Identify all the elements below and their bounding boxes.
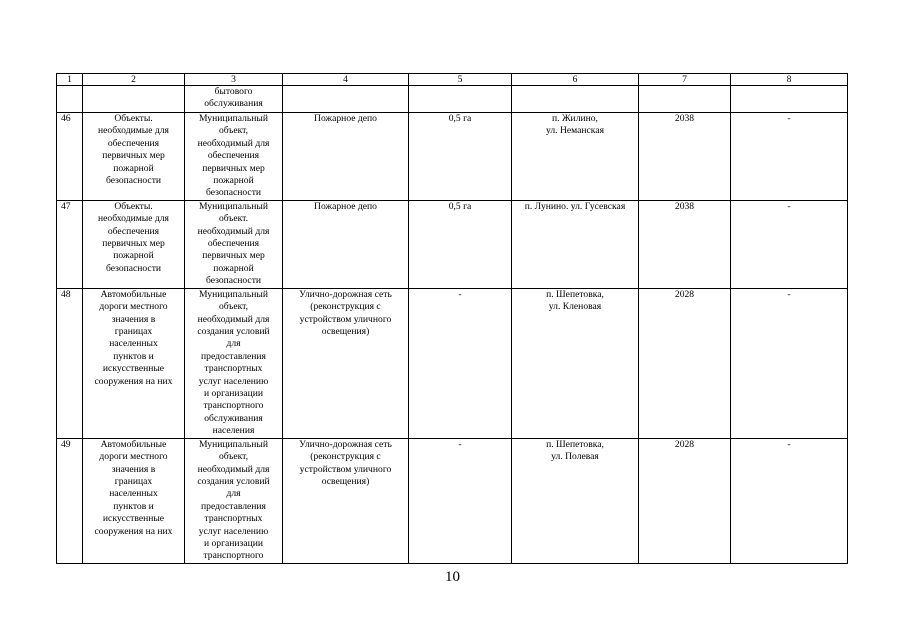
object-purpose: Улично-дорожная сеть (реконструкция с устройством уличного освещения) [283, 438, 409, 563]
object-note: - [731, 113, 848, 201]
object-name: Автомобильные дороги местного значения в границах населенных пунктов и искусственные сооружения на них [83, 438, 185, 563]
object-location: п. Шепетовка, ул. Кленовая [512, 288, 639, 438]
object-status: Муниципальный объект, необходимый для обеспечения первичных мер пожарной безопасности [185, 113, 283, 201]
object-location: п. Шепетовка, ул. Полевая [512, 438, 639, 563]
cell-status: бытового обслуживания [185, 86, 283, 113]
object-status: Муниципальный объект, необходимый для создания условий для предоставления транспортных услуг населению и организации транспортного обслуживания населения [185, 288, 283, 438]
column-header: 4 [283, 74, 409, 86]
object-purpose: Пожарное депо [283, 200, 409, 288]
table-row [57, 438, 848, 563]
column-header: 1 [57, 74, 83, 86]
row-number: 46 [57, 113, 83, 201]
cell-note [731, 86, 848, 113]
object-location: п. Лунино. ул. Гусевская [512, 200, 639, 288]
column-header: 7 [639, 74, 731, 86]
cell-purpose [283, 86, 409, 113]
cell-year [639, 86, 731, 113]
table-row [57, 288, 848, 438]
object-area: 0,5 га [409, 200, 512, 288]
object-year: 2028 [639, 288, 731, 438]
object-name: Объекты. необходимые для обеспечения первичных мер пожарной безопасности [83, 113, 185, 201]
column-header: 2 [83, 74, 185, 86]
object-area: - [409, 288, 512, 438]
object-purpose: Улично-дорожная сеть (реконструкция с устройством уличного освещения) [283, 288, 409, 438]
column-header: 6 [512, 74, 639, 86]
row-number: 47 [57, 200, 83, 288]
cell-location [512, 86, 639, 113]
object-year: 2038 [639, 200, 731, 288]
object-year: 2038 [639, 113, 731, 201]
row-number: 48 [57, 288, 83, 438]
object-area: - [409, 438, 512, 563]
continuation-row [57, 86, 848, 113]
object-note: - [731, 200, 848, 288]
table-row [57, 113, 848, 201]
table-row [57, 200, 848, 288]
cell-num [57, 86, 83, 113]
column-header: 8 [731, 74, 848, 86]
object-note: - [731, 438, 848, 563]
row-number: 49 [57, 438, 83, 563]
object-note: - [731, 288, 848, 438]
object-status: Муниципальный объект, необходимый для создания условий для предоставления транспортных услуг населению и организации транспортного [185, 438, 283, 563]
object-name: Объекты. необходимые для обеспечения первичных мер пожарной безопасности [83, 200, 185, 288]
column-header: 5 [409, 74, 512, 86]
cell-name [83, 86, 185, 113]
object-status: Муниципальный объект. необходимый для обеспечения первичных мер пожарной безопасности [185, 200, 283, 288]
cell-area [409, 86, 512, 113]
column-header: 3 [185, 74, 283, 86]
page-number: 10 [445, 569, 460, 585]
object-location: п. Жилино, ул. Неманская [512, 113, 639, 201]
column-number-row [57, 74, 848, 86]
object-area: 0,5 га [409, 113, 512, 201]
object-year: 2028 [639, 438, 731, 563]
object-purpose: Пожарное депо [283, 113, 409, 201]
object-name: Автомобильные дороги местного значения в границах населенных пунктов и искусственные сооружения на них [83, 288, 185, 438]
document-table [56, 73, 848, 564]
